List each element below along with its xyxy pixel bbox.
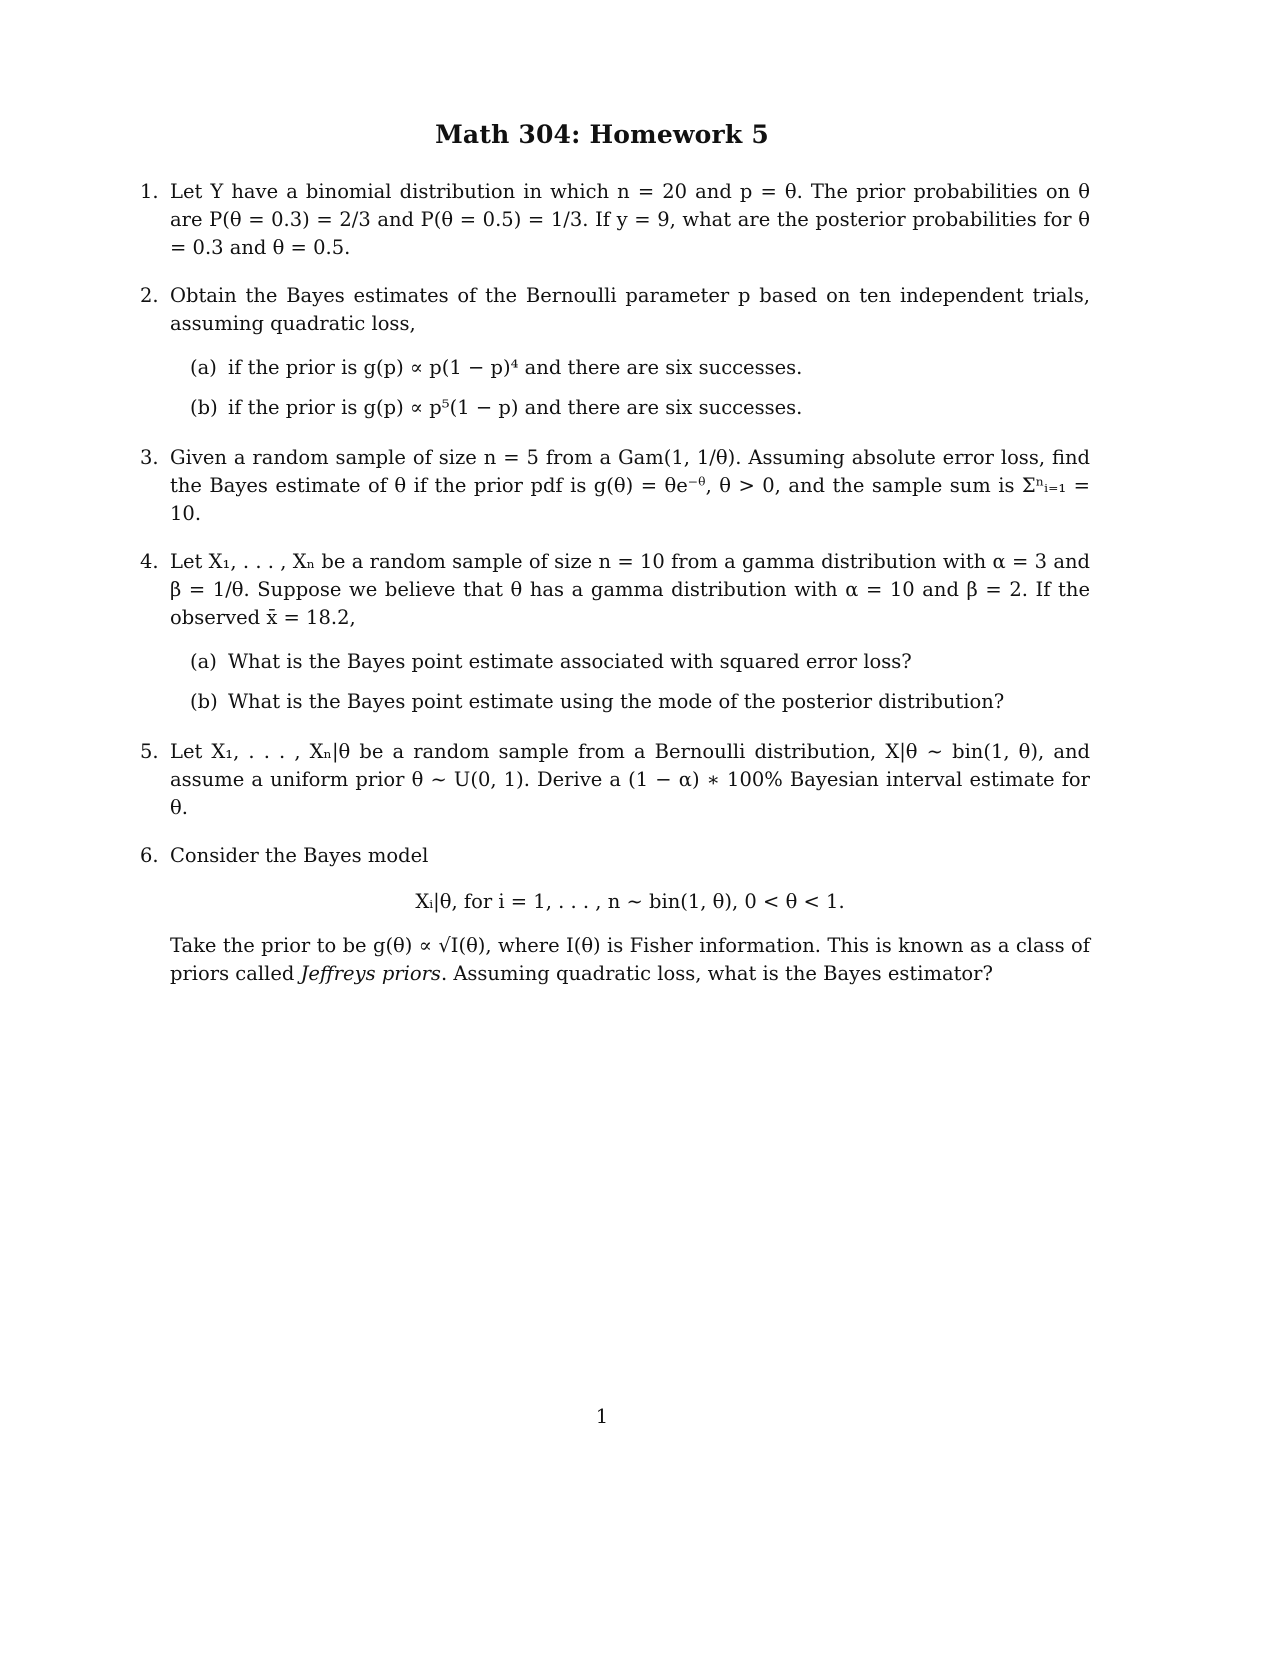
problem-number: 6.: [140, 844, 159, 867]
problem-part: [180, 688, 1090, 716]
part-label: (b): [190, 396, 218, 419]
problem-text: Consider the Bayes model: [170, 844, 429, 867]
part-text: What is the Bayes point estimate using the mode of the posterior distribution?: [228, 690, 1005, 713]
problem-part: [180, 394, 1090, 422]
page-title: Math 304: Homework 5: [435, 120, 769, 149]
part-label: (b): [190, 690, 218, 713]
problem-part: [180, 354, 1090, 382]
problem-number: 2.: [140, 284, 159, 307]
page-number: 1: [595, 1405, 609, 1428]
problem-text: Let X₁, . . . , Xₙ|θ be a random sample from a Bernoulli distribution, X|θ ∼ bin(1, θ), and assume a uniform prior θ ∼ U(0, 1). Derive a (1 − α) ∗ 100% Bayesian interval estimate for θ.: [170, 740, 1090, 819]
problem-3: [140, 444, 1090, 528]
problem-part: [180, 648, 1090, 676]
problem-6-followup: [140, 932, 1090, 988]
problem-list: [140, 178, 1090, 988]
part-text: if the prior is g(p) ∝ p⁵(1 − p) and there are six successes.: [228, 396, 803, 419]
part-label: (a): [190, 356, 217, 379]
followup-text-end: . Assuming quadratic loss, what is the Bayes estimator?: [440, 962, 993, 985]
display-equation: Xᵢ|θ, for i = 1, . . . , n ∼ bin(1, θ), 0 < θ < 1.: [415, 890, 845, 913]
part-text: What is the Bayes point estimate associated with squared error loss?: [228, 650, 912, 673]
part-label: (a): [190, 650, 217, 673]
problem-4: [140, 548, 1090, 632]
problem-2: [140, 282, 1090, 338]
problem-5: [140, 738, 1090, 822]
problem-number: 5.: [140, 740, 159, 763]
problem-2-parts: [170, 354, 1090, 422]
problem-number: 1.: [140, 180, 159, 203]
part-text: if the prior is g(p) ∝ p(1 − p)⁴ and there are six successes.: [228, 356, 803, 379]
jeffreys-priors-term: Jeffreys priors: [300, 962, 441, 985]
problem-4-parts: [170, 648, 1090, 716]
problem-text: Let X₁, . . . , Xₙ be a random sample of size n = 10 from a gamma distribution with α = 3 and β = 1/θ. Suppose we believe that θ has a gamma distribution with α = 10 and β = 2. If the observed x̄ = 18.2,: [170, 550, 1090, 629]
problem-text: Let Y have a binomial distribution in which n = 20 and p = θ. The prior probabilities on θ are P(θ = 0.3) = 2/3 and P(θ = 0.5) = 1/3. If y = 9, what are the posterior probabilities for θ = 0.3 and θ = 0.5.: [170, 180, 1090, 259]
followup-text: Take the prior to be g(θ) ∝ √I(θ), where I(θ) is Fisher information. This is known as a class of priors called: [170, 934, 1090, 985]
problem-number: 4.: [140, 550, 159, 573]
problem-6: [140, 842, 1090, 870]
problem-number: 3.: [140, 446, 159, 469]
problem-text: Obtain the Bayes estimates of the Bernoulli parameter p based on ten independent trials, assuming quadratic loss,: [170, 284, 1090, 335]
problem-1: [140, 178, 1090, 262]
problem-text: Given a random sample of size n = 5 from a Gam(1, 1/θ). Assuming absolute error loss, find the Bayes estimate of θ if the prior pdf is g(θ) = θe⁻ᶿ, θ > 0, and the sample sum is Σⁿᵢ₌₁ = 10.: [170, 446, 1090, 525]
